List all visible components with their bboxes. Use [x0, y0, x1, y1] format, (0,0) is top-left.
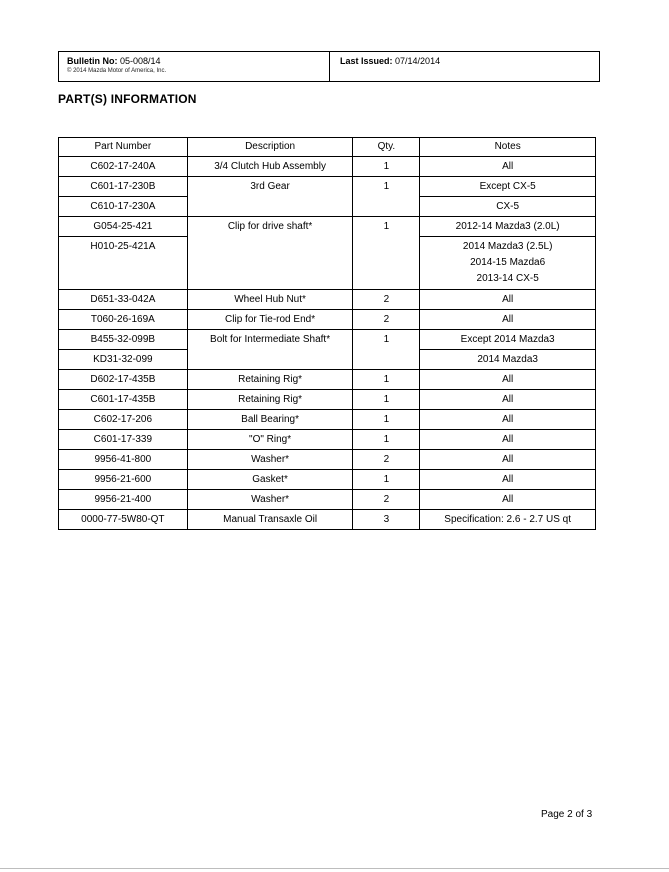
description-cell: 3rd Gear	[187, 177, 353, 217]
description-cell: Ball Bearing*	[187, 410, 353, 430]
notes-cell: All	[420, 490, 596, 510]
table-row	[59, 510, 596, 530]
description-cell: Clip for drive shaft*	[187, 217, 353, 290]
table-row	[59, 450, 596, 470]
notes-cell: All	[420, 290, 596, 310]
part-number-cell: C610-17-230A	[59, 197, 188, 217]
part-number-cell: T060-26-169A	[59, 310, 188, 330]
part-number-cell: D602-17-435B	[59, 370, 188, 390]
description-cell: "O" Ring*	[187, 430, 353, 450]
part-number-cell: H010-25-421A	[59, 237, 188, 290]
notes-cell: Except CX-5	[420, 177, 596, 197]
table-header-row	[59, 138, 596, 157]
table-row	[59, 490, 596, 510]
notes-cell: All	[420, 310, 596, 330]
notes-cell: All	[420, 157, 596, 177]
page-edge-divider	[0, 868, 669, 869]
notes-cell: 2012-14 Mazda3 (2.0L)	[420, 217, 596, 237]
qty-cell: 1	[353, 410, 420, 430]
part-number-cell: 0000-77-5W80-QT	[59, 510, 188, 530]
description-cell: Retaining Rig*	[187, 390, 353, 410]
page-number: Page 2 of 3	[541, 809, 593, 820]
table-row	[59, 217, 596, 237]
description-cell: Clip for Tie-rod End*	[187, 310, 353, 330]
notes-cell: All	[420, 470, 596, 490]
notes-cell: All	[420, 410, 596, 430]
last-issued-label: Last Issued:	[340, 56, 393, 66]
last-issued-date: 07/14/2014	[395, 56, 441, 66]
bulletin-number-line	[67, 56, 329, 67]
note-line: 2013-14 CX-5	[476, 273, 539, 284]
description-cell: Retaining Rig*	[187, 370, 353, 390]
notes-cell	[420, 237, 596, 290]
bulletin-info-cell	[59, 52, 330, 81]
table-row	[59, 410, 596, 430]
qty-cell: 2	[353, 290, 420, 310]
table-row	[59, 370, 596, 390]
description-cell: Wheel Hub Nut*	[187, 290, 353, 310]
description-cell: Washer*	[187, 490, 353, 510]
part-number-cell: B455-32-099B	[59, 330, 188, 350]
table-row	[59, 430, 596, 450]
header-part-number: Part Number	[59, 138, 188, 157]
qty-cell: 1	[353, 370, 420, 390]
qty-cell: 2	[353, 310, 420, 330]
last-issued-line	[340, 56, 599, 67]
part-number-cell: G054-25-421	[59, 217, 188, 237]
qty-cell: 2	[353, 490, 420, 510]
table-row	[59, 177, 596, 197]
bulletin-label: Bulletin No:	[67, 56, 118, 66]
note-line: 2014 Mazda3 (2.5L)	[462, 241, 553, 252]
table-row	[59, 390, 596, 410]
description-cell: Gasket*	[187, 470, 353, 490]
notes-cell: Specification: 2.6 - 2.7 US qt	[420, 510, 596, 530]
description-cell: Washer*	[187, 450, 353, 470]
qty-cell: 1	[353, 430, 420, 450]
note-line: 2014-15 Mazda6	[470, 257, 546, 268]
qty-cell: 1	[353, 177, 420, 217]
bulletin-header	[58, 51, 600, 82]
notes-cell: Except 2014 Mazda3	[420, 330, 596, 350]
part-number-cell: 9956-21-400	[59, 490, 188, 510]
qty-cell: 1	[353, 217, 420, 290]
part-number-cell: 9956-41-800	[59, 450, 188, 470]
part-number-cell: 9956-21-600	[59, 470, 188, 490]
qty-cell: 1	[353, 470, 420, 490]
part-number-cell: D651-33-042A	[59, 290, 188, 310]
qty-cell: 3	[353, 510, 420, 530]
notes-cell: All	[420, 390, 596, 410]
notes-cell: 2014 Mazda3	[420, 350, 596, 370]
header-notes: Notes	[420, 138, 596, 157]
header-qty: Qty.	[353, 138, 420, 157]
table-row	[59, 330, 596, 350]
notes-cell: CX-5	[420, 197, 596, 217]
bulletin-number: 05-008/14	[120, 56, 161, 66]
copyright-text: © 2014 Mazda Motor of America, Inc.	[67, 68, 167, 74]
table-row	[59, 290, 596, 310]
qty-cell: 1	[353, 390, 420, 410]
part-number-cell: KD31-32-099	[59, 350, 188, 370]
parts-table	[58, 137, 596, 530]
notes-cell: All	[420, 430, 596, 450]
part-number-cell: C602-17-240A	[59, 157, 188, 177]
notes-cell: All	[420, 370, 596, 390]
last-issued-cell	[330, 52, 599, 81]
notes-cell: All	[420, 450, 596, 470]
part-number-cell: C601-17-230B	[59, 177, 188, 197]
table-row	[59, 470, 596, 490]
section-title: PART(S) INFORMATION	[58, 92, 197, 106]
qty-cell: 2	[353, 450, 420, 470]
table-row	[59, 157, 596, 177]
qty-cell: 1	[353, 330, 420, 370]
description-cell: Manual Transaxle Oil	[187, 510, 353, 530]
qty-cell: 1	[353, 157, 420, 177]
part-number-cell: C602-17-206	[59, 410, 188, 430]
header-description: Description	[187, 138, 353, 157]
description-cell: Bolt for Intermediate Shaft*	[187, 330, 353, 370]
part-number-cell: C601-17-339	[59, 430, 188, 450]
part-number-cell: C601-17-435B	[59, 390, 188, 410]
description-cell: 3/4 Clutch Hub Assembly	[187, 157, 353, 177]
table-row	[59, 310, 596, 330]
